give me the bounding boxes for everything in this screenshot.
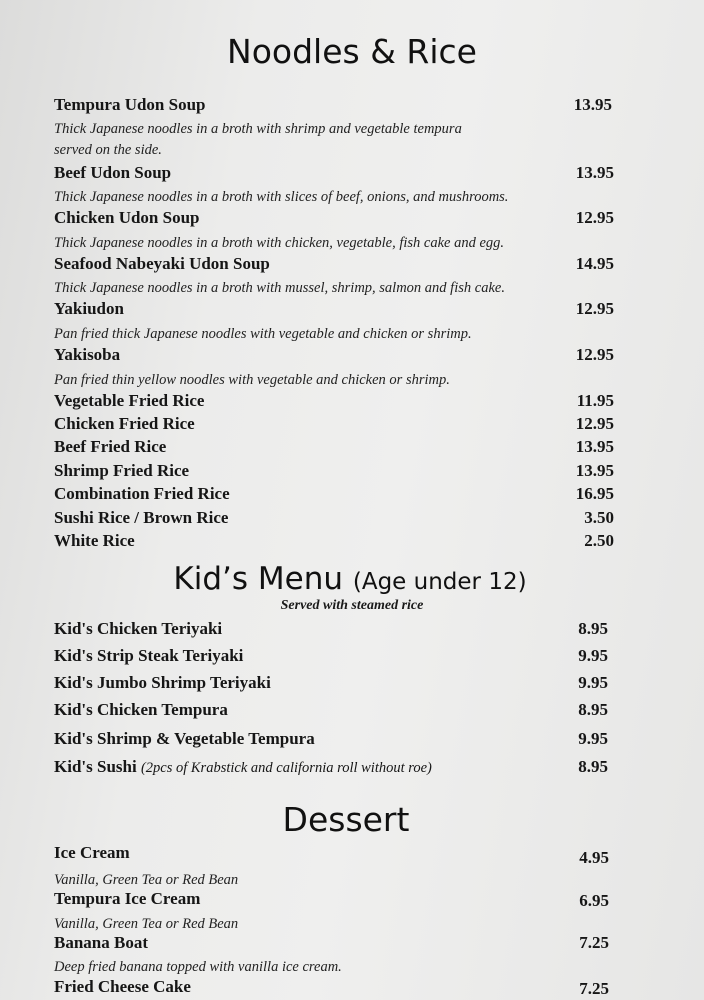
item-description: Pan fried thin yellow noodles with vegetable and chicken or shrimp.	[54, 372, 450, 388]
item-name	[54, 757, 432, 777]
menu-item	[54, 461, 614, 485]
menu-item	[54, 646, 614, 670]
kids-menu-heading: Kid’s Menu	[173, 561, 344, 597]
item-name: Ice Cream	[54, 843, 130, 862]
menu-item	[54, 843, 614, 867]
item-name: Yakiudon	[54, 299, 124, 318]
item-price: 9.95	[578, 673, 608, 692]
item-name: White Rice	[54, 531, 135, 550]
menu-item	[54, 531, 614, 555]
menu-item	[54, 508, 614, 532]
item-price: 8.95	[578, 700, 608, 719]
item-description: Thick Japanese noodles in a broth with shrimp and vegetable tempura	[54, 121, 462, 137]
item-price: 12.95	[575, 208, 614, 227]
item-name: Beef Udon Soup	[54, 163, 172, 182]
item-name: Combination Fried Rice	[54, 484, 230, 503]
item-description: Vanilla, Green Tea or Red Bean	[54, 872, 239, 888]
menu-item	[54, 889, 614, 913]
item-price: 3.50	[584, 508, 614, 527]
kids-menu-title	[0, 561, 702, 597]
item-name: Kid's Strip Steak Teriyaki	[54, 646, 244, 665]
item-price: 16.95	[575, 484, 614, 503]
item-name: Vegetable Fried Rice	[54, 391, 205, 410]
menu-item	[54, 95, 614, 119]
item-price: 13.95	[575, 461, 614, 480]
item-description: Deep fried banana topped with vanilla ice cream.	[54, 959, 342, 975]
item-description: served on the side.	[54, 142, 162, 158]
item-price: 7.25	[579, 933, 609, 952]
menu-item	[54, 729, 614, 753]
item-price: 4.95	[579, 848, 609, 867]
item-price: 13.95	[575, 163, 614, 182]
item-description: Pan fried thick Japanese noodles with vegetable and chicken or shrimp.	[54, 326, 472, 342]
item-name: Fried Cheese Cake	[54, 977, 191, 996]
item-name: Tempura Udon Soup	[54, 95, 206, 114]
menu-item	[54, 977, 614, 1000]
menu-item	[54, 437, 614, 461]
menu-item	[54, 619, 614, 643]
item-price: 11.95	[576, 391, 614, 410]
item-name: Seafood Nabeyaki Udon Soup	[54, 254, 270, 273]
item-name-text: Kid's Sushi	[54, 757, 137, 776]
item-price: 12.95	[575, 414, 614, 433]
item-price: 6.95	[579, 891, 609, 910]
menu-item	[54, 700, 614, 724]
menu-item	[54, 484, 614, 508]
item-name: Tempura Ice Cream	[54, 889, 201, 908]
item-price: 13.95	[573, 95, 612, 114]
item-name: Banana Boat	[54, 933, 148, 952]
menu-item	[54, 673, 614, 697]
menu-item	[54, 299, 614, 323]
menu-item	[54, 163, 614, 187]
item-price: 8.95	[578, 619, 608, 638]
item-price: 12.95	[575, 299, 614, 318]
item-name: Yakisoba	[54, 345, 121, 364]
menu-item	[54, 254, 614, 278]
menu-item	[54, 757, 614, 781]
item-price: 14.95	[575, 254, 614, 273]
item-description: Thick Japanese noodles in a broth with slices of beef, onions, and mushrooms.	[54, 189, 509, 205]
menu-item	[54, 208, 614, 232]
item-price: 2.50	[584, 531, 614, 550]
item-price: 12.95	[575, 345, 614, 364]
menu-item	[54, 933, 614, 957]
item-name: Chicken Fried Rice	[54, 414, 195, 433]
item-price: 9.95	[578, 646, 608, 665]
item-price: 9.95	[578, 729, 608, 748]
item-name: Shrimp Fried Rice	[54, 461, 190, 480]
kids-menu-note: Served with steamed rice	[280, 598, 424, 613]
item-name: Kid's Shrimp & Vegetable Tempura	[54, 729, 315, 748]
item-name: Kid's Chicken Tempura	[54, 700, 228, 719]
menu-item	[54, 345, 614, 369]
kids-menu-age-note: (Age under 12)	[352, 569, 527, 595]
item-description: Vanilla, Green Tea or Red Bean	[54, 916, 239, 932]
item-description: Thick Japanese noodles in a broth with mussel, shrimp, salmon and fish cake.	[54, 280, 505, 296]
noodles-rice-title: Noodles & Rice	[227, 32, 477, 71]
dessert-title: Dessert	[282, 800, 410, 839]
item-name: Beef Fried Rice	[54, 437, 167, 456]
item-name: Kid's Chicken Teriyaki	[54, 619, 223, 638]
item-price: 13.95	[575, 437, 614, 456]
menu-item	[54, 391, 614, 415]
item-price: 7.25	[579, 979, 609, 998]
item-detail: (2pcs of Krabstick and california roll without roe)	[140, 760, 432, 776]
item-price: 8.95	[578, 757, 608, 776]
item-name: Kid's Jumbo Shrimp Teriyaki	[54, 673, 271, 692]
menu-item	[54, 414, 614, 438]
item-name: Sushi Rice / Brown Rice	[54, 508, 229, 527]
item-name: Chicken Udon Soup	[54, 208, 200, 227]
item-description: Thick Japanese noodles in a broth with chicken, vegetable, fish cake and egg.	[54, 235, 505, 251]
